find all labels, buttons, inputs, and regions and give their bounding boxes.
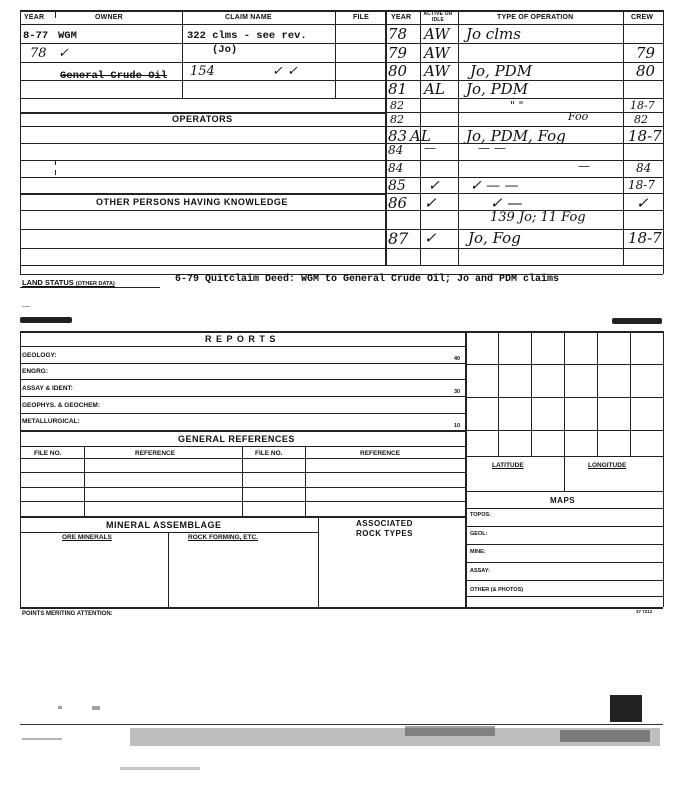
ops-row-8-status: — (424, 141, 436, 155)
other-persons-title: OTHER PERSONS HAVING KNOWLEDGE (96, 197, 288, 207)
ops-row-3-year: 80 (388, 62, 408, 80)
ops-row-11-crew: ✓ (636, 194, 649, 212)
gen-ref-reference-2: REFERENCE (360, 450, 401, 457)
associated-label: ASSOCIATED (356, 519, 413, 528)
maps-geol-label: GEOL: (470, 531, 488, 537)
ops-row-11-status: ✓ (424, 194, 437, 212)
points-meriting-attention-label: POINTS MERITING ATTENTION: (22, 611, 113, 617)
ops-row-6-type: Foo (568, 110, 589, 123)
header-year-ops: YEAR (391, 14, 412, 21)
scan-mark-right (612, 318, 662, 324)
ops-row-10-type: ✓ — — (470, 178, 519, 194)
scan-mark-left (20, 317, 72, 323)
form-number: 37 7212 (636, 609, 653, 614)
ops-row-3-type: Jo, PDM (470, 62, 533, 80)
ops-row-2-crew: 79 (636, 44, 656, 62)
ops-row-10-status: ✓ (428, 178, 440, 194)
owner-row-4-checks: ✓ ✓ (272, 64, 298, 79)
longitude-label: LONGITUDE (588, 462, 627, 469)
ops-row-1-status: AW (424, 25, 450, 43)
owner-row-4-owner: General Crude Oil (60, 70, 168, 82)
latitude-label: LATITUDE (492, 462, 524, 469)
report-assay-num: 30 (454, 389, 461, 395)
header-active-idle: ACTIVE OR IDLE (423, 11, 453, 23)
gen-ref-reference-1: REFERENCE (135, 450, 176, 457)
header-crew: CREW (631, 14, 654, 21)
maps-title: MAPS (550, 496, 576, 505)
ops-row-11-year: 86 (388, 194, 408, 212)
report-geology-num: 40 (454, 356, 461, 362)
ops-row-1-type: Jo clms (466, 25, 521, 43)
header-year: YEAR (24, 14, 45, 21)
header-claim-name: CLAIM NAME (225, 14, 272, 21)
header-type-of-operation: TYPE OF OPERATION (497, 14, 574, 21)
ops-row-13-crew: 18-7 (628, 229, 662, 247)
owner-row-2-claim: (Jo) (212, 44, 238, 56)
reports-title: R E P O R T S (205, 334, 277, 344)
ops-row-4-year: 81 (388, 80, 408, 98)
land-status-label: LAND STATUS (OTHER DATA) (22, 278, 115, 287)
owner-row-1-claim: 322 clms - see rev. (187, 30, 307, 42)
ore-minerals-label: ORE MINERALS (62, 534, 112, 541)
owner-row-1-year: 8-77 (23, 30, 49, 42)
ops-row-12-type: 139 Jo; 11 Fog (490, 210, 586, 225)
maps-other-label: OTHER (& PHOTOS) (470, 587, 524, 593)
report-metallurgical-num: 10 (454, 423, 461, 429)
owner-row-3-owner: ✓ (58, 46, 69, 61)
owner-row-1-owner: WGM (58, 30, 77, 42)
header-file: FILE (353, 14, 369, 21)
ops-row-9-crew: 84 (636, 161, 652, 175)
ops-row-13-status: ✓ (424, 229, 437, 247)
maps-mine-label: MINE: (470, 549, 486, 555)
ops-row-7-type: Jo, PDM, Fog (466, 127, 566, 145)
ops-row-11-type: ✓ — (490, 194, 523, 212)
header-owner: OWNER (95, 14, 123, 21)
ops-row-8-type: — — (478, 141, 506, 155)
gen-ref-file-no-1: FILE NO. (34, 450, 62, 457)
ops-row-3-status: AW (424, 62, 450, 80)
owner-row-4-claim: 154 (190, 64, 215, 79)
ops-row-6-crew: 82 (634, 113, 648, 126)
ops-row-10-crew: 18-7 (628, 178, 655, 192)
general-references-title: GENERAL REFERENCES (178, 434, 295, 444)
ops-row-4-status: AL (424, 80, 445, 98)
ops-row-1-year: 78 (388, 25, 408, 43)
report-geology-label: GEOLOGY: (22, 352, 57, 359)
ops-row-13-type: Jo, Fog (468, 229, 521, 247)
report-assay-label: ASSAY & IDENT: (22, 385, 73, 392)
ops-row-9-year: 84 (388, 161, 404, 175)
mineral-assemblage-title: MINERAL ASSEMBLAGE (106, 520, 222, 530)
ops-row-7-year: 83 (388, 127, 408, 145)
land-status-text: 6-79 Quitclaim Deed: WGM to General Crude Oil; Jo and PDM claims (175, 274, 560, 285)
report-engrg-label: ENGRG: (22, 368, 48, 375)
scan-block-bottom-right (610, 695, 642, 722)
report-metallurgical-label: METALLURGICAL: (22, 418, 80, 425)
maps-topos-label: TOPOS: (470, 512, 491, 518)
ops-row-9-type: — (578, 159, 590, 173)
ops-row-8-year: 84 (388, 143, 404, 157)
rock-forming-label: ROCK FORMING, ETC. (188, 534, 259, 541)
owner-row-3-year: 78 (30, 46, 47, 61)
rock-types-label: ROCK TYPES (356, 529, 414, 538)
ops-row-4-type: Jo, PDM (466, 80, 529, 98)
ops-row-3-crew: 80 (636, 62, 656, 80)
ops-row-13-year: 87 (388, 229, 409, 248)
ops-row-2-status: AW (424, 44, 450, 62)
ops-row-2-year: 79 (388, 44, 408, 62)
ops-row-6-year: 82 (390, 113, 404, 126)
maps-assay-label: ASSAY: (470, 568, 490, 574)
ops-row-10-year: 85 (388, 178, 406, 194)
ops-row-5-type: " " (510, 99, 524, 112)
ops-row-7-crew: 18-7 (628, 127, 662, 145)
ops-row-7-status: AL (410, 127, 431, 145)
operators-title: OPERATORS (172, 114, 233, 124)
report-geophys-label: GEOPHYS. & GEOCHEM: (22, 402, 101, 409)
ops-row-5-year: 82 (390, 99, 404, 112)
ops-row-5-crew: 18-7 (630, 99, 655, 112)
gen-ref-file-no-2: FILE NO. (255, 450, 283, 457)
